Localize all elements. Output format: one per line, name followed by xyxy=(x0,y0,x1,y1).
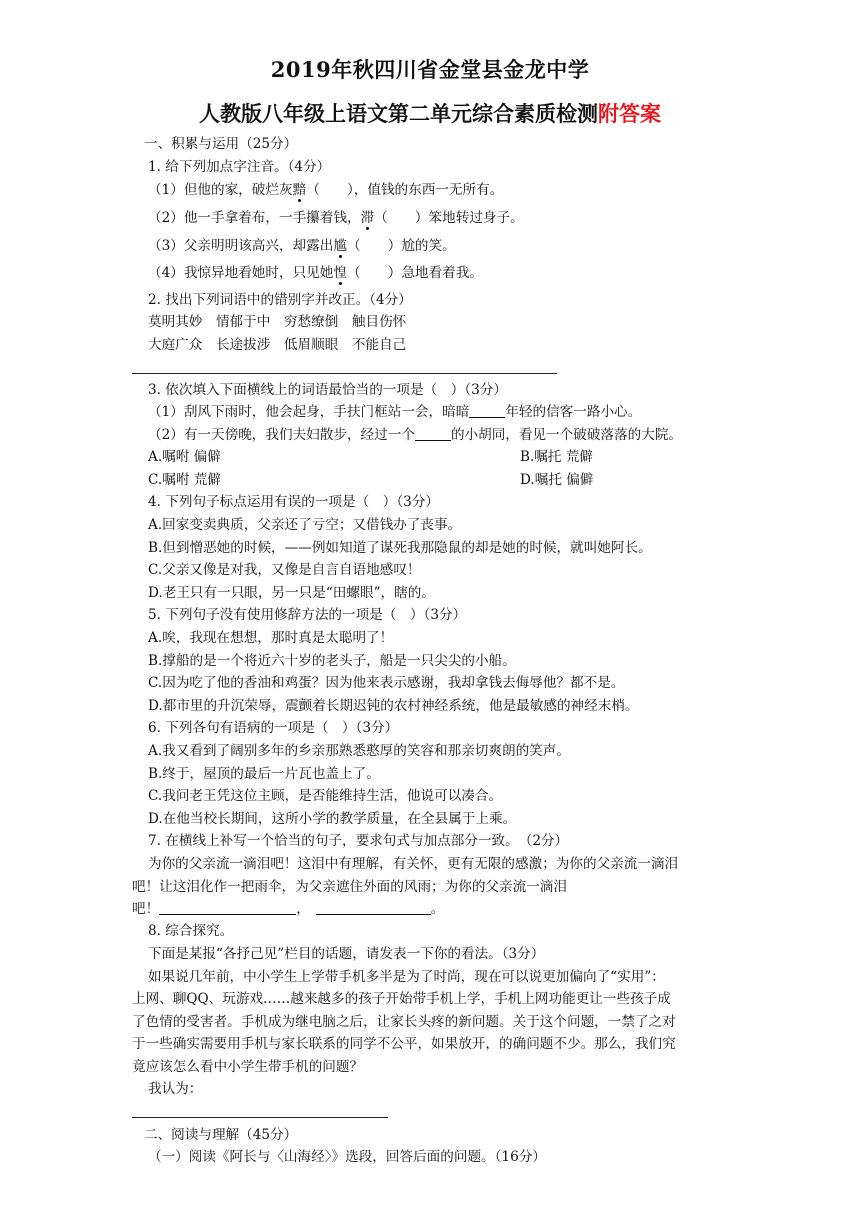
q5-option-b: B.撑船的是一个将近六十岁的老头子，船是一只尖尖的小船。 xyxy=(148,653,516,669)
q3-option-b: B.嘱托 荒僻 xyxy=(520,449,594,465)
q8-passage-line2: 上网、聊QQ、玩游戏……越来越多的孩子开始带手机上学，手机上网功能更让一些孩子成 xyxy=(132,991,671,1007)
q4-option-d: D.老王只有一只眼，另一只是“田螺眼”，瞎的。 xyxy=(148,585,435,601)
q1-item-1: （1）但他的家，破烂灰黯（ ），值钱的东西一无所有。 xyxy=(148,182,504,198)
exam-title-main: 人教版八年级上语文第二单元综合素质检测 xyxy=(199,101,598,126)
q3-sentence-2: （2）有一天傍晚，我们夫妇散步，经过一个 的小胡同，看见一个破破落落的大院。 xyxy=(148,427,683,443)
q3-stem: 3. 依次填入下面横线上的词语最恰当的一项是（ ）（3分） xyxy=(148,382,507,398)
answer-tag: 附答案 xyxy=(598,101,661,126)
q8-intro: 下面是某报“各抒己见”栏目的话题，请发表一下你的看法。（3分） xyxy=(148,946,545,962)
section2-sub1: （一）阅读《阿长与〈山海经〉》选段，回答后面的问题。（16分） xyxy=(148,1149,546,1165)
q3-option-c: C.嘱咐 荒僻 xyxy=(148,472,221,488)
fill-blank xyxy=(469,404,505,418)
section2-heading: 二、阅读与理解（45分） xyxy=(144,1127,298,1143)
q5-option-d: D.都市里的升沉荣辱，震颤着长期迟钝的农村神经系统，他是最敏感的神经末梢。 xyxy=(148,698,639,714)
q8-passage-line3: 了色情的受害者。手机成为继电脑之后，让家长头疼的新问题。关于这个问题，一禁了之对 xyxy=(132,1014,676,1030)
section1-heading: 一、积累与运用（25分） xyxy=(144,136,298,152)
q6-option-b: B.终于，屋顶的最后一片瓦也盖上了。 xyxy=(148,766,380,782)
q3-options-row1 xyxy=(148,448,758,467)
exam-title-line2 xyxy=(0,98,860,128)
fill-blank xyxy=(415,427,451,441)
q8-passage-line5: 竟应该怎么看中小学生带手机的问题？ xyxy=(132,1059,364,1075)
q2-stem: 2. 找出下列词语中的错别字并改正。（4分） xyxy=(148,292,412,308)
q5-option-a: A.唉，我现在想想，那时真是太聪明了！ xyxy=(148,630,394,646)
q4-option-a: A.回家变卖典质，父亲还了亏空；又借钱办了丧事。 xyxy=(148,517,462,533)
q4-stem: 4. 下列句子标点运用有误的一项是（ ）（3分） xyxy=(148,494,440,510)
q6-stem: 6. 下列各句有语病的一项是（ ）（3分） xyxy=(148,720,399,736)
q6-option-d: D.在他当校长期间，这所小学的教学质量，在全县属于上乘。 xyxy=(148,811,517,827)
q3-options-row2 xyxy=(148,471,758,490)
exam-title-line1: 2019年秋四川省金堂县金龙中学 xyxy=(270,57,590,82)
q6-option-a: A.我又看到了阔别多年的乡亲那熟悉憨厚的笑容和那亲切爽朗的笑声。 xyxy=(148,743,570,759)
q5-stem: 5. 下列句子没有使用修辞方法的一项是（ ）（3分） xyxy=(148,607,467,623)
q6-option-c: C.我问老王凭这位主顾，是否能维持生活，他说可以凑合。 xyxy=(148,788,503,804)
q4-option-b: B.但到憎恶她的时候，——例如知道了谋死我那隐鼠的却是她的时候，就叫她阿长。 xyxy=(148,540,652,556)
q2-words-row2: 大庭广众 长途拔涉 低眉顺眼 不能自己 xyxy=(148,337,407,353)
q8-passage-line4: 于一些确实需要用手机与家长联系的同学不公平，如果放开，的确问题不少。那么，我们究 xyxy=(132,1036,676,1052)
q2-words-row1: 莫明其妙 情郁于中 穷愁缭倒 触目伤怀 xyxy=(148,314,407,330)
q7-passage-line1: 为你的父亲流一滴泪吧！这泪中有理解，有关怀，更有无限的感激；为你的父亲流一滴泪 xyxy=(148,856,679,872)
q7-stem: 7. 在横线上补写一个恰当的句子，要求句式与加点部分一致。 （2分） xyxy=(148,833,569,849)
q8-stem: 8. 综合探究。 xyxy=(148,923,234,939)
fill-blank xyxy=(316,901,431,915)
q1-item-4: （4）我惊异地看她时，只见她惶（ ）急地看着我。 xyxy=(148,265,483,281)
q1-stem: 1. 给下列加点字注音。（4分） xyxy=(148,159,331,175)
q1-item-3: （3）父亲明明该高兴，却露出尴（ ）尬的笑。 xyxy=(148,238,456,254)
q3-option-d: D.嘱托 偏僻 xyxy=(520,472,594,488)
q5-option-c: C.因为吃了他的香油和鸡蛋？因为他来表示感谢，我却拿钱去侮辱他？都不是。 xyxy=(148,675,625,691)
dotted-char: 滞 xyxy=(360,210,375,226)
q3-sentence-1: （1）刮风下雨时，他会起身，手扶门框站一会，暗暗 年轻的信客一路小心。 xyxy=(148,404,642,420)
fill-blank xyxy=(159,901,296,915)
q8-answer-prompt: 我认为： xyxy=(148,1081,203,1097)
answer-line xyxy=(132,1117,388,1118)
q7-passage-line3: 吧！ ， 。 xyxy=(132,901,445,917)
q3-option-a: A.嘱咐 偏僻 xyxy=(148,449,221,465)
q1-item-2: （2）他一手拿着布，一手攥着钱，滞（ ）笨地转过身子。 xyxy=(148,210,524,226)
dotted-char: 尴 xyxy=(333,238,347,254)
dotted-char: 惶 xyxy=(333,265,347,281)
q8-passage-line1: 如果说几年前，中小学生上学带手机多半是为了时尚，现在可以说更加偏向了“实用”： xyxy=(148,969,665,985)
dotted-char: 黯 xyxy=(292,182,307,198)
q4-option-c: C.父亲又像是对我，又像是自言自语地感叹！ xyxy=(148,562,421,578)
q7-passage-line2: 吧！让这泪化作一把雨伞，为父亲遮住外面的风雨；为你的父亲流一滴泪 xyxy=(132,879,567,895)
answer-line xyxy=(132,373,557,374)
